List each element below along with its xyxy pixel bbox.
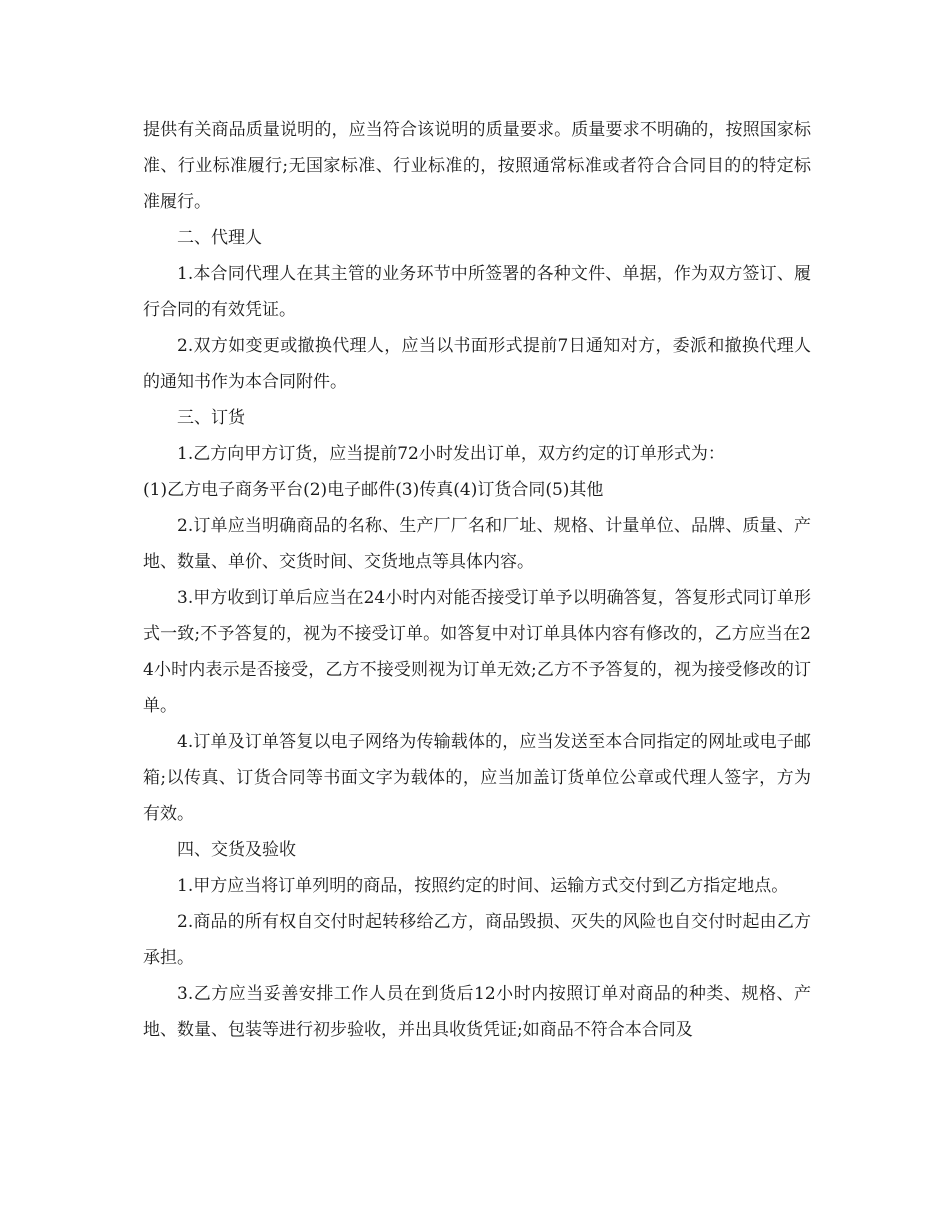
document-body — [143, 112, 811, 1048]
paragraph-delivery-2: 2.商品的所有权自交付时起转移给乙方，商品毁损、灭失的风险也自交付时起由乙方承担。 — [143, 912, 811, 968]
section-heading-agent: 二、代理人 — [177, 228, 262, 248]
section-heading-ordering: 三、订货 — [177, 408, 245, 428]
paragraph-quality-standard: 提供有关商品质量说明的，应当符合该说明的质量要求。质量要求不明确的，按照国家标准、行业标准履行;无国家标准、行业标准的，按照通常标准或者符合合同目的的特定标准履行。 — [143, 120, 811, 212]
paragraph-ordering-1: 1.乙方向甲方订货，应当提前72小时发出订单，双方约定的订单形式为： — [177, 444, 725, 464]
paragraph-agent-2: 2.双方如变更或撤换代理人，应当以书面形式提前7日通知对方，委派和撤换代理人的通知书作为本合同附件。 — [143, 336, 811, 392]
paragraph-ordering-3: 3.甲方收到订单后应当在24小时内对能否接受订单予以明确答复，答复形式同订单形式一致;不予答复的，视为不接受订单。如答复中对订单具体内容有修改的，乙方应当在24小时内表示是否接受，乙方不接受则视为订单无效;乙方不予答复的，视为接受修改的订单。 — [143, 588, 811, 716]
paragraph-delivery-3: 3.乙方应当妥善安排工作人员在到货后12小时内按照订单对商品的种类、规格、产地、数量、包装等进行初步验收，并出具收货凭证;如商品不符合本合同及 — [143, 984, 811, 1040]
paragraph-agent-1: 1.本合同代理人在其主管的业务环节中所签署的各种文件、单据，作为双方签订、履行合同的有效凭证。 — [143, 264, 811, 320]
paragraph-delivery-1: 1.甲方应当将订单列明的商品，按照约定的时间、运输方式交付到乙方指定地点。 — [177, 876, 789, 896]
paragraph-ordering-2: 2.订单应当明确商品的名称、生产厂厂名和厂址、规格、计量单位、品牌、质量、产地、数量、单价、交货时间、交货地点等具体内容。 — [143, 516, 811, 572]
paragraph-ordering-4: 4.订单及订单答复以电子网络为传输载体的，应当发送至本合同指定的网址或电子邮箱;以传真、订货合同等书面文字为载体的，应当加盖订货单位公章或代理人签字，方为有效。 — [143, 732, 811, 824]
section-heading-delivery: 四、交货及验收 — [177, 840, 296, 860]
paragraph-ordering-forms: (1)乙方电子商务平台(2)电子邮件(3)传真(4)订货合同(5)其他 — [143, 480, 604, 500]
